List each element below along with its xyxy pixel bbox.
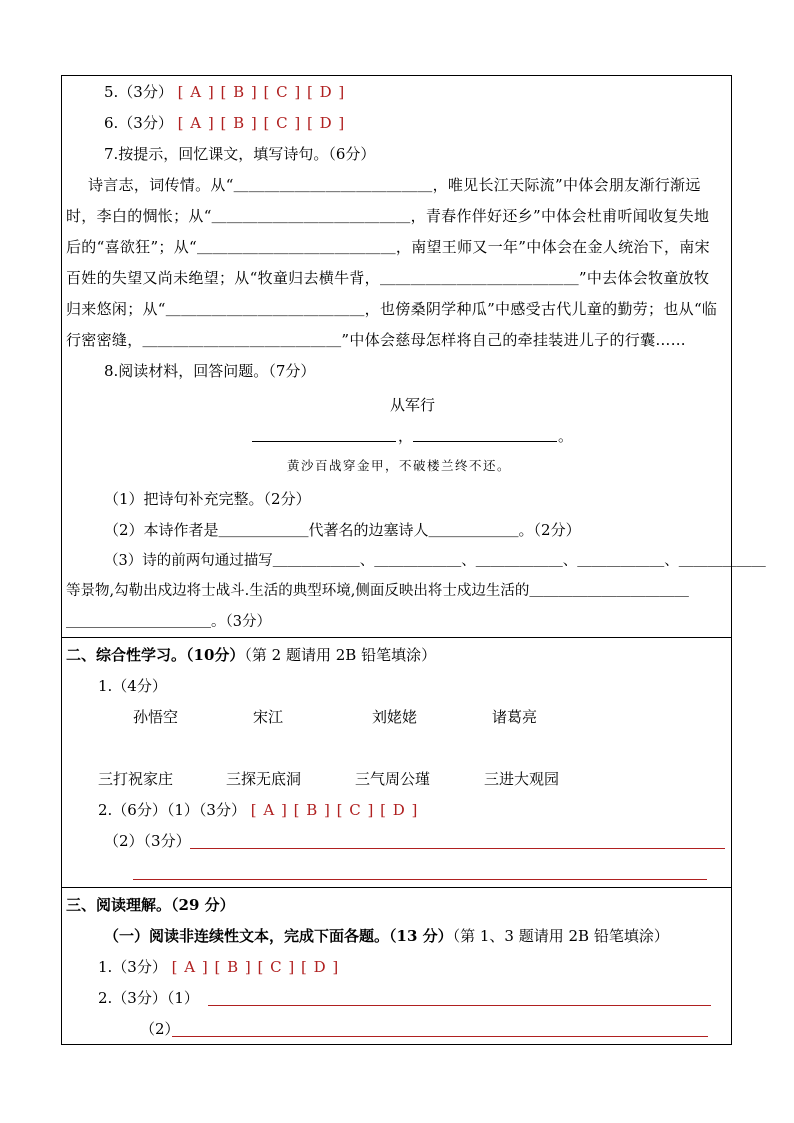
q7-title: 7.按提示，回忆课文，填写诗句。（6分） bbox=[104, 145, 376, 163]
name-item: 孙悟空 bbox=[133, 708, 179, 726]
s2-q2-options[interactable]: [ A ] [ B ] [ C ] [ D ] bbox=[250, 801, 419, 819]
poem-title: 从军行 bbox=[390, 396, 436, 414]
q7-line: 后的“喜欲狂”；从“＿＿＿＿＿＿＿＿＿＿＿＿＿，南望王师又一年”中体会在金人统治下，南宋 bbox=[66, 238, 710, 256]
s3-q1-label: 1.（3分） bbox=[98, 958, 167, 976]
section3-sub-heading: （一）阅读非连续性文本，完成下面各题。（13 分） bbox=[104, 927, 453, 945]
answer-line[interactable] bbox=[172, 1036, 708, 1037]
section3-sub-heading-row bbox=[104, 926, 669, 946]
section2-note: （第 2 题请用 2B 铅笔填涂） bbox=[244, 646, 437, 664]
s3-q2-sub2: （2） bbox=[140, 1020, 180, 1038]
event-item: 三气周公瑾 bbox=[355, 770, 431, 788]
s2-q2-row bbox=[98, 800, 418, 820]
q8-sub3-line3: ＿＿＿＿＿＿＿＿＿＿。（3分） bbox=[66, 614, 271, 630]
q7-paragraph bbox=[66, 170, 728, 356]
q7-line: 归来悠闲；从“＿＿＿＿＿＿＿＿＿＿＿＿＿，也傍桑阴学种瓜”中感受古代儿童的勤劳；也从“临 bbox=[66, 300, 718, 318]
q8-sub3-line1: （3）诗的前两句通过描写＿＿＿＿＿＿、＿＿＿＿＿＿、＿＿＿＿＿＿、＿＿＿＿＿＿、＿＿＿＿＿＿ bbox=[104, 553, 766, 569]
event-item: 三进大观园 bbox=[484, 770, 560, 788]
s2-q2-label: 2.（6分）（1）（3分） bbox=[98, 801, 246, 819]
s2-q1-label: 1.（4分） bbox=[98, 677, 167, 695]
answer-line[interactable] bbox=[133, 879, 707, 880]
q6-row bbox=[104, 113, 345, 133]
q8-title: 8.阅读材料，回答问题。（7分） bbox=[104, 362, 316, 380]
event-item: 三探无底洞 bbox=[226, 770, 302, 788]
name-item: 宋江 bbox=[253, 708, 284, 726]
q8-sub3-line2: 等景物,勾勒出戍边将士战斗.生活的典型环境,侧面反映出将士戍边生活的＿＿＿＿＿＿＿＿＿＿＿ bbox=[66, 583, 689, 599]
name-item: 刘姥姥 bbox=[372, 708, 418, 726]
section3-heading: 三、阅读理解。（29 分） bbox=[66, 896, 235, 914]
q7-line: 时，李白的惆怅；从“＿＿＿＿＿＿＿＿＿＿＿＿＿，青春作伴好还乡”中体会杜甫听闻收复失地 bbox=[66, 207, 710, 225]
section-divider bbox=[61, 887, 732, 888]
name-item: 诸葛亮 bbox=[492, 708, 538, 726]
s3-q1-row bbox=[98, 957, 339, 977]
section2-heading: 二、综合性学习。（10分） bbox=[66, 646, 245, 664]
q7-line: 百姓的失望又尚未绝望；从“牧童归去横牛背，＿＿＿＿＿＿＿＿＿＿＿＿＿”中去体会牧童放牧 bbox=[66, 269, 710, 287]
s2-q2-sub2: （2）（3分） bbox=[104, 832, 191, 850]
q5-options[interactable]: [ A ] [ B ] [ C ] [ D ] bbox=[177, 83, 346, 101]
section2-heading-row bbox=[66, 645, 436, 665]
s3-q1-options[interactable]: [ A ] [ B ] [ C ] [ D ] bbox=[171, 958, 340, 976]
poem-line-2: 黄沙百战穿金甲，不破楼兰终不还。 bbox=[287, 458, 512, 473]
poem-period: 。 bbox=[558, 427, 574, 445]
q5-label: 5.（3分） bbox=[104, 83, 173, 101]
poem-blank-2[interactable] bbox=[413, 441, 557, 442]
q8-sub1: （1）把诗句补充完整。（2分） bbox=[104, 490, 311, 508]
answer-line[interactable] bbox=[208, 1005, 711, 1006]
q6-label: 6.（3分） bbox=[104, 114, 173, 132]
poem-blank-1[interactable] bbox=[252, 441, 396, 442]
poem-comma: ， bbox=[398, 427, 414, 445]
section-divider bbox=[61, 637, 732, 638]
q7-line: 诗言志，词传情。从“＿＿＿＿＿＿＿＿＿＿＿＿＿，唯见长江天际流”中体会朋友渐行渐远 bbox=[88, 176, 701, 194]
section3-sub-note: （第 1、3 题请用 2B 铅笔填涂） bbox=[452, 927, 669, 945]
q5-row bbox=[104, 82, 345, 102]
q8-sub2: （2）本诗作者是＿＿＿＿＿＿代著名的边塞诗人＿＿＿＿＿＿。（2分） bbox=[104, 521, 581, 539]
answer-line[interactable] bbox=[190, 848, 725, 849]
event-item: 三打祝家庄 bbox=[98, 770, 174, 788]
s3-q2-label: 2.（3分）（1） bbox=[98, 989, 199, 1007]
q6-options[interactable]: [ A ] [ B ] [ C ] [ D ] bbox=[177, 114, 346, 132]
q7-line: 行密密缝，＿＿＿＿＿＿＿＿＿＿＿＿＿”中体会慈母怎样将自己的牵挂装进儿子的行囊…… bbox=[66, 331, 686, 349]
